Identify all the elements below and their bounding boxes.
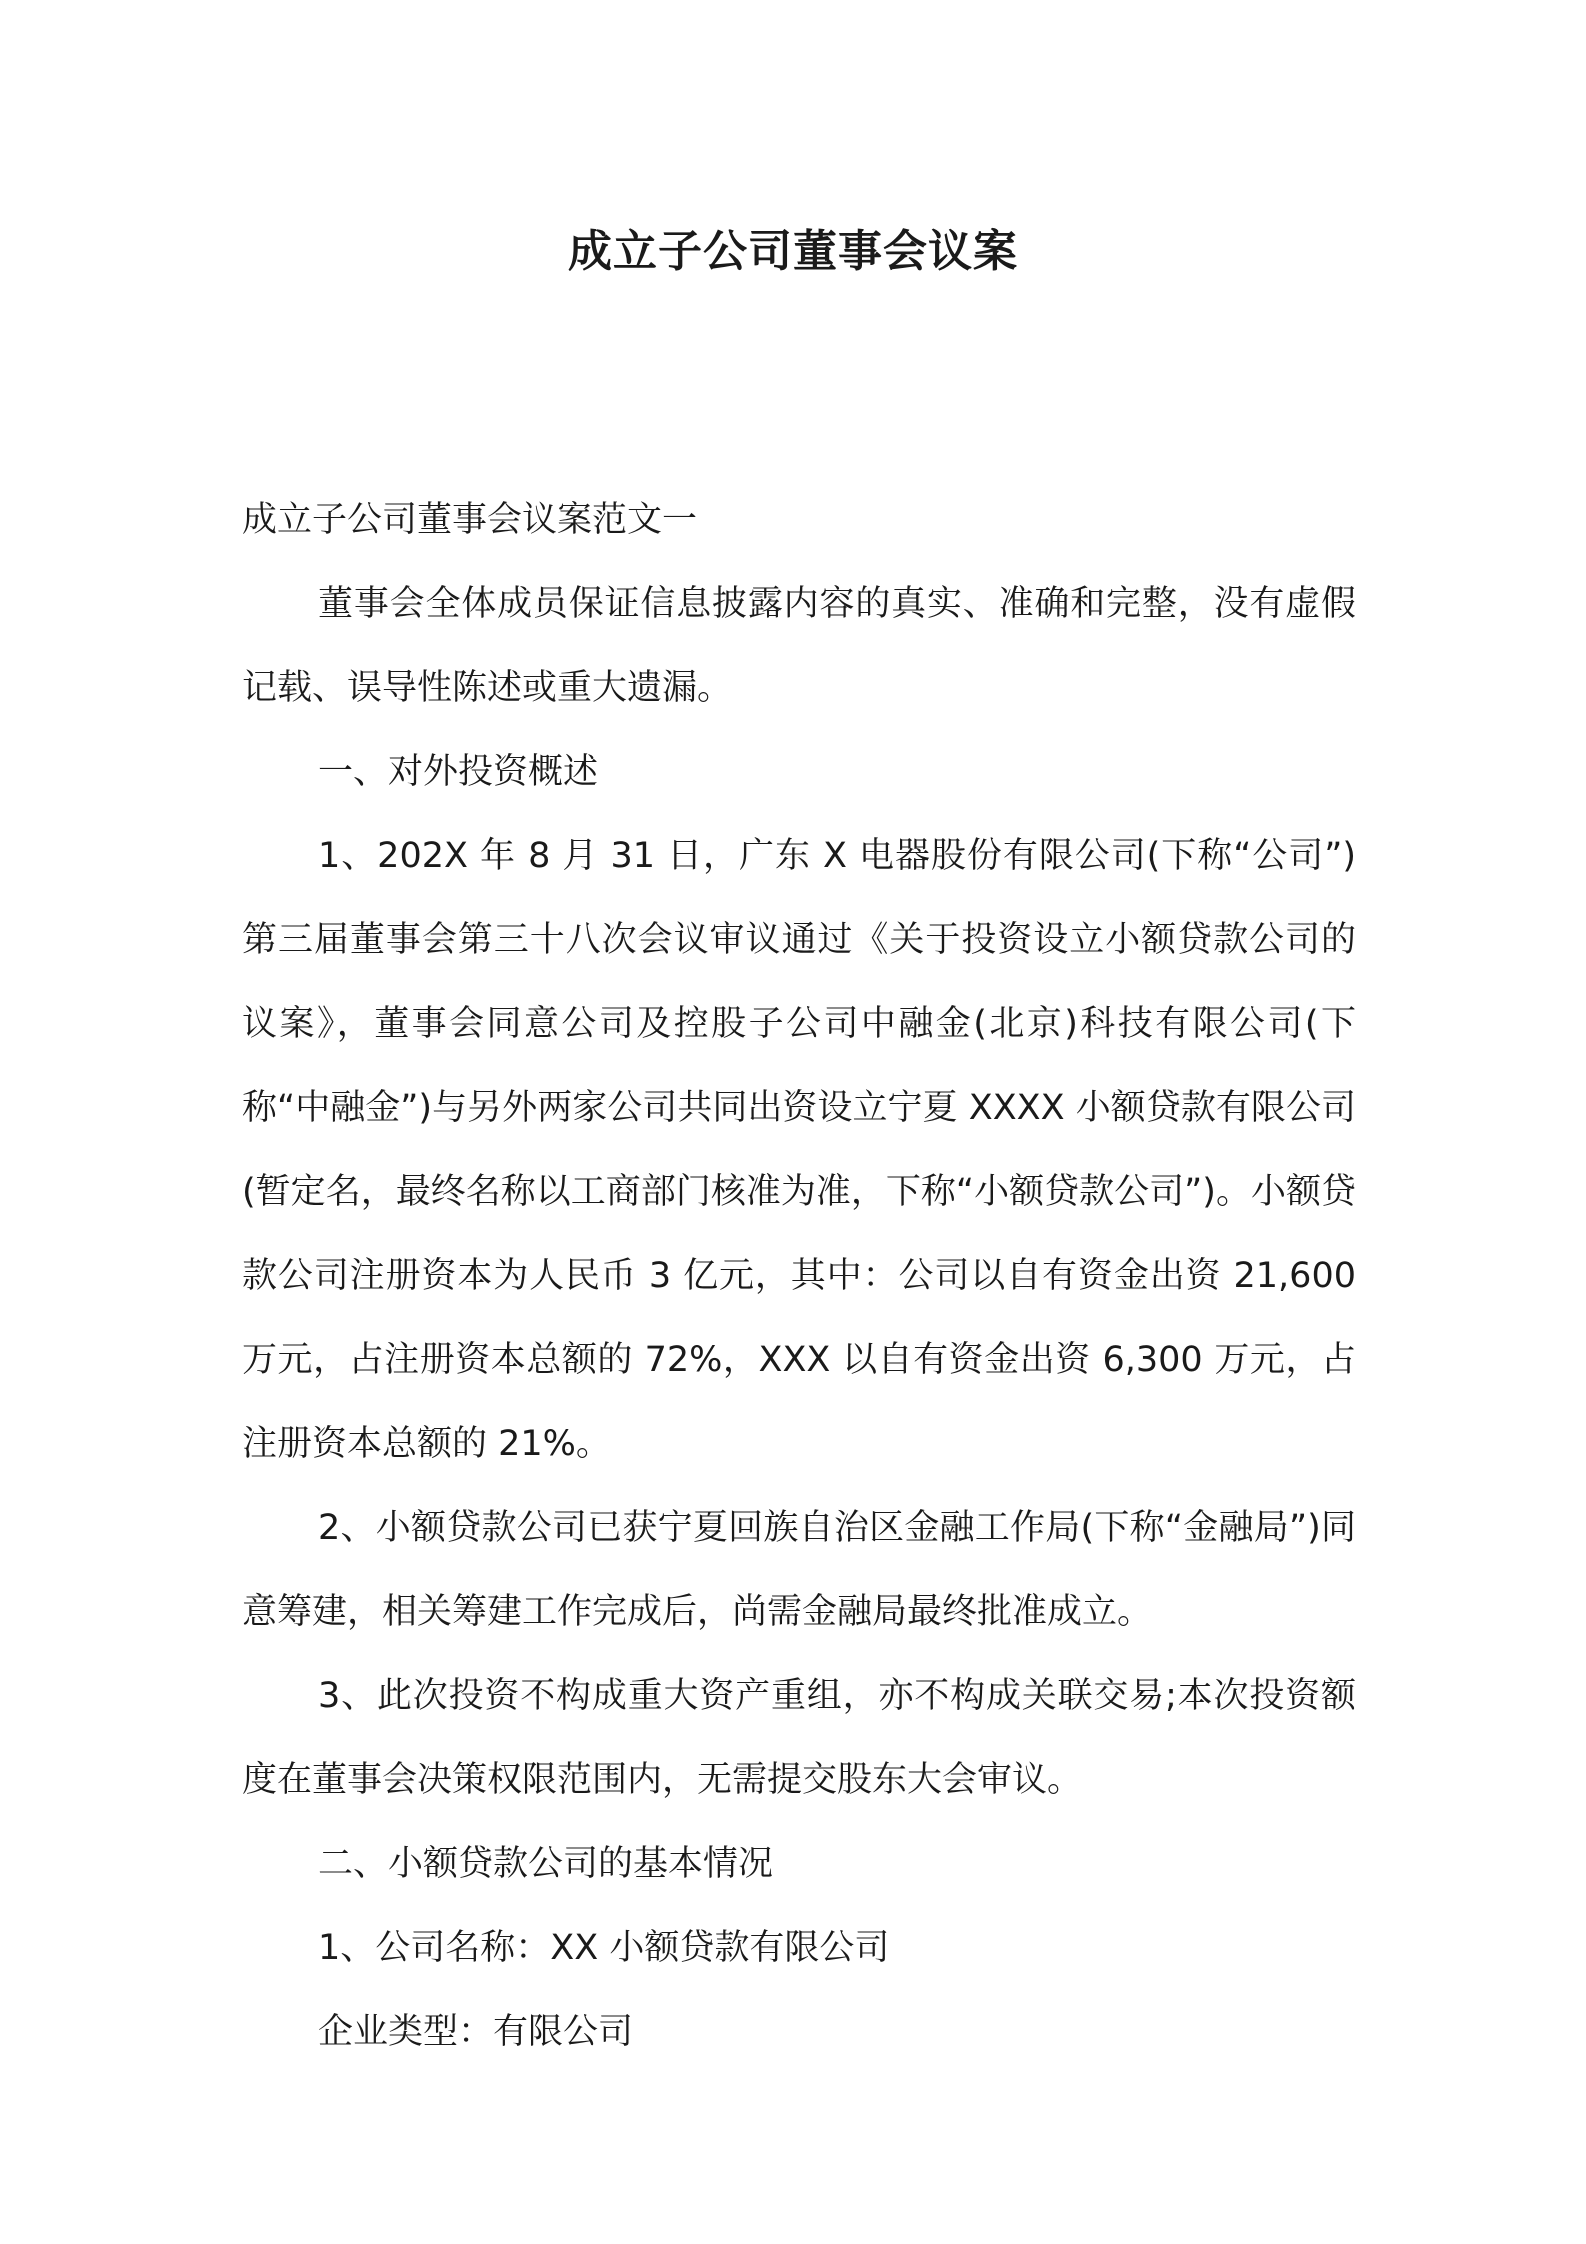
paragraph-item-2: 2、小额贷款公司已获宁夏回族自治区金融工作局(下称“金融局”)同意筹建，相关筹建工作完成后，尚需金融局最终批准成立。 [242, 1508, 1356, 1632]
paragraph-heading-sample: 成立子公司董事会议案范文一 [242, 500, 698, 540]
section-heading-basic-info: 二、小额贷款公司的基本情况 [318, 1844, 774, 1884]
paragraph-company-name: 1、公司名称：XX 小额贷款有限公司 [318, 1928, 890, 1968]
section-heading-investment-overview: 一、对外投资概述 [318, 752, 599, 792]
paragraph-item-3: 3、此次投资不构成重大资产重组，亦不构成关联交易;本次投资额度在董事会决策权限范围内，无需提交股东大会审议。 [242, 1676, 1356, 1800]
document-body [242, 478, 1356, 2074]
paragraph-item-1: 1、202X 年 8 月 31 日，广东 X 电器股份有限公司(下称“公司”)第三届董事会第三十八次会议审议通过《关于投资设立小额贷款公司的议案》，董事会同意公司及控股子公司中融金(北京)科技有限公司(下称“中融金”)与另外两家公司共同出资设立宁夏 XXXX 小额贷款有限公司(暂定名，最终名称以工商部门核准为准，下称“小额贷款公司”)。小额贷款公司注册资本为人民币 3 亿元，其中：公司以自有资金出资 21,600 万元，占注册资本总额的 72%，XXX 以自有资金出资 6,300 万元，占注册资本总额的 21%。 [242, 836, 1356, 1464]
document-title: 成立子公司董事会议案 [568, 226, 1018, 277]
paragraph-disclosure-statement: 董事会全体成员保证信息披露内容的真实、准确和完整，没有虚假记载、误导性陈述或重大遗漏。 [242, 584, 1356, 708]
paragraph-company-type: 企业类型：有限公司 [318, 2012, 634, 2052]
